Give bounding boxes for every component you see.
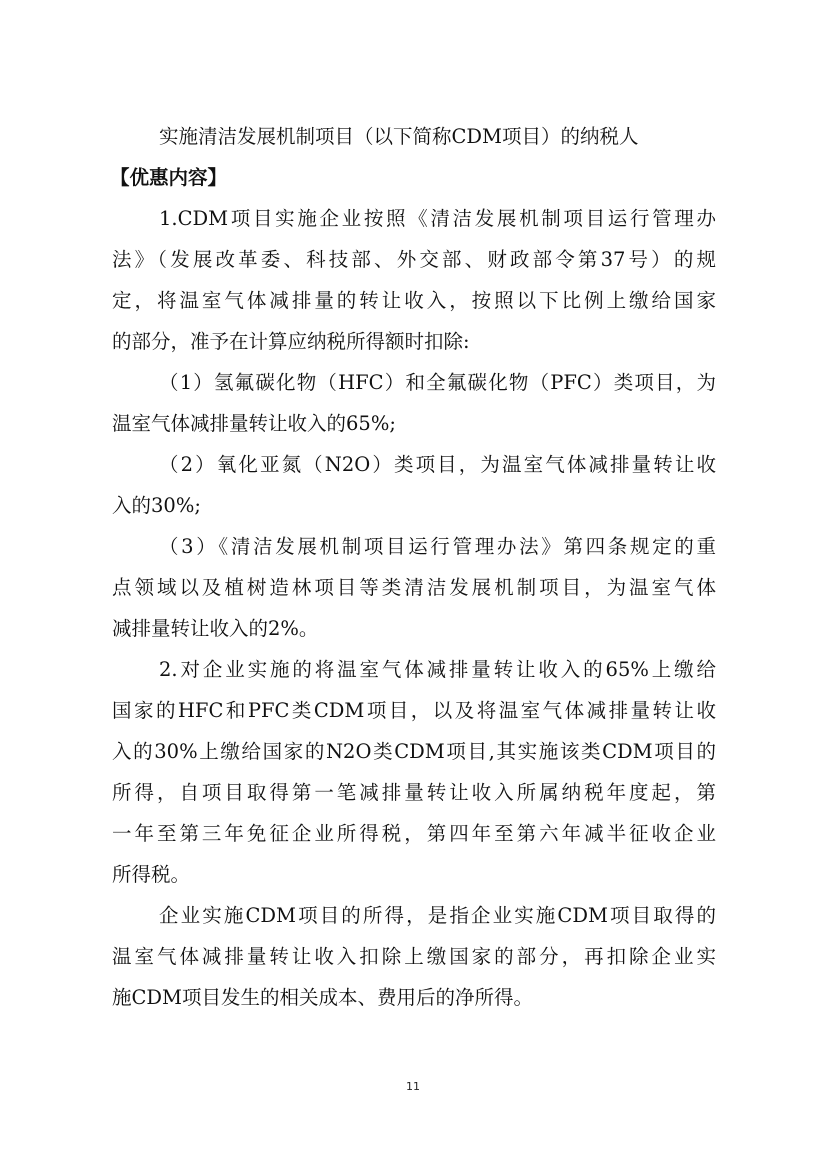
paragraph-line: 一年至第三年免征企业所得税，第四年至第六年减半征收企业 — [112, 822, 716, 845]
paragraph-line: 所得，自项目取得第一笔减排量转让收入所属纳税年度起，第 — [112, 781, 716, 804]
paragraph-line: （3）《清洁发展机制项目运行管理办法》第四条规定的重 — [159, 535, 716, 558]
paragraph-line: 点领域以及植树造林项目等类清洁发展机制项目，为温室气体 — [112, 576, 716, 599]
paragraph-line: 国家的HFC和PFC类CDM项目，以及将温室气体减排量转让收 — [112, 699, 716, 722]
paragraph-line: 2.对企业实施的将温室气体减排量转让收入的65%上缴给 — [159, 658, 716, 681]
paragraph-6 — [112, 895, 716, 1018]
paragraph-4 — [112, 526, 716, 649]
document-body — [112, 116, 716, 1018]
paragraph-2 — [112, 362, 716, 444]
paragraph-line: 定，将温室气体减排量的转让收入，按照以下比例上缴给国家 — [112, 289, 716, 312]
paragraph-3 — [112, 444, 716, 526]
paragraph-line: 入的30%; — [112, 494, 201, 517]
paragraph-line: 入的30%上缴给国家的N2O类CDM项目,其实施该类CDM项目的 — [112, 740, 716, 763]
paragraph-line: 1.CDM项目实施企业按照《清洁发展机制项目运行管理办 — [159, 207, 716, 230]
paragraph-line: 企业实施CDM项目的所得，是指企业实施CDM项目取得的 — [159, 904, 716, 927]
paragraph-line: 温室气体减排量转让收入的65%; — [112, 412, 396, 435]
page-number: 11 — [406, 1080, 420, 1093]
paragraph-1 — [112, 198, 716, 362]
paragraph-line: 法》（发展改革委、科技部、外交部、财政部令第37号）的规 — [112, 248, 716, 271]
paragraph-line: 所得税。 — [112, 863, 191, 886]
paragraph-line: 减排量转让收入的2%。 — [112, 617, 319, 640]
paragraph-5 — [112, 649, 716, 895]
paragraph-line: 的部分，准予在计算应纳税所得额时扣除: — [112, 330, 470, 353]
section-heading: 【优惠内容】 — [110, 166, 228, 189]
paragraph-line: （2）氧化亚氮（N2O）类项目，为温室气体减排量转让收 — [159, 453, 716, 476]
paragraph-line: 温室气体减排量转让收入扣除上缴国家的部分，再扣除企业实 — [112, 945, 716, 968]
document-title: 实施清洁发展机制项目（以下简称CDM项目）的纳税人 — [159, 125, 639, 148]
paragraph-line: 施CDM项目发生的相关成本、费用后的净所得。 — [112, 986, 534, 1009]
paragraph-line: （1）氢氟碳化物（HFC）和全氟碳化物（PFC）类项目，为 — [159, 371, 716, 394]
